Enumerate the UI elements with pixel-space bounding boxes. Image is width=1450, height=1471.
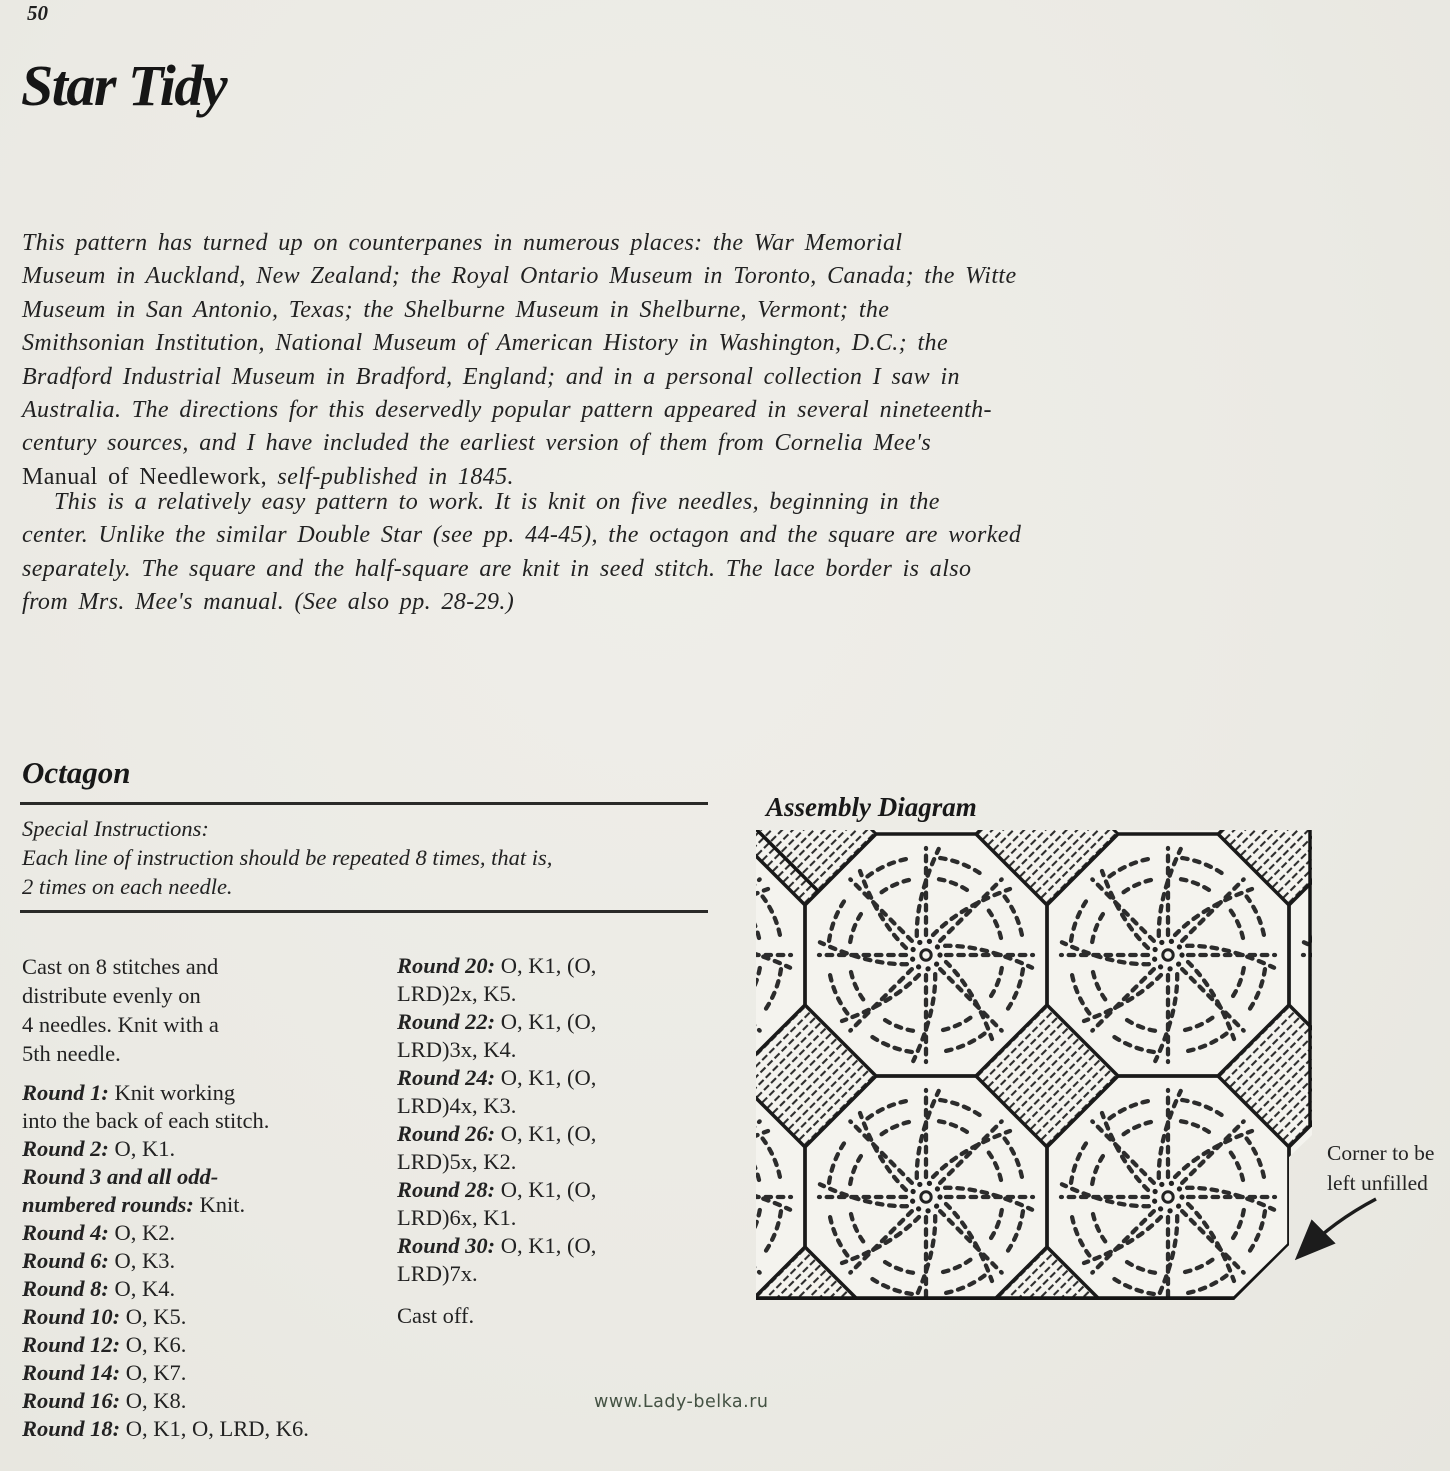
- round-line: Round 8: O, K4.: [22, 1276, 176, 1301]
- special-instructions-label: Special Instructions:: [22, 816, 209, 841]
- round-line: Round 14: O, K7.: [22, 1360, 187, 1385]
- text-line: Each line of instruction should be repeated 8 times, that is,: [22, 845, 553, 870]
- round-line: LRD)4x, K3.: [397, 1093, 517, 1118]
- instructions-column-right: [397, 952, 707, 1330]
- site-watermark: www.Lady-belka.ru: [594, 1392, 769, 1412]
- text-line: Smithsonian Institution, National Museum of American History in Washington, D.C.; the: [22, 330, 948, 357]
- diagram-tiling: [756, 827, 1314, 1305]
- text-line: Cast on 8 stitches and: [22, 954, 219, 979]
- corner-arrow-icon: [1284, 1193, 1394, 1271]
- round-line: Round 28: O, K1, (O,: [397, 1177, 597, 1202]
- instructions-column-left: [22, 952, 387, 1443]
- text-segment: self-published in 1845.: [267, 463, 514, 490]
- round-line: Round 22: O, K1, (O,: [397, 1009, 597, 1034]
- text-line: Bradford Industrial Museum in Bradford, England; and in a personal collection I saw in: [22, 363, 960, 390]
- round-line: LRD)7x.: [397, 1261, 478, 1286]
- cast-on-block: [22, 952, 387, 1068]
- intro-paragraph-1: [22, 227, 1017, 494]
- round-line: into the back of each stitch.: [22, 1108, 270, 1133]
- text-line: 2 times on each needle.: [22, 874, 233, 899]
- round-line: Round 20: O, K1, (O,: [397, 953, 597, 978]
- page-number: 50: [27, 1, 48, 25]
- assembly-diagram-heading: Assembly Diagram: [766, 792, 977, 822]
- round-line: LRD)5x, K2.: [397, 1149, 517, 1174]
- text-line: Museum in Auckland, New Zealand; the Royal Ontario Museum in Toronto, Canada; the Witte: [22, 263, 1017, 290]
- text-line: Museum in San Antonio, Texas; the Shelburne Museum in Shelburne, Vermont; the: [22, 296, 890, 323]
- round-line: Round 4: O, K2.: [22, 1220, 176, 1245]
- round-line: LRD)2x, K5.: [397, 981, 517, 1006]
- round-line: Round 10: O, K5.: [22, 1304, 187, 1329]
- text-line: from Mrs. Mee's manual. (See also pp. 28-29.): [22, 589, 515, 616]
- horizontal-rule: [20, 910, 708, 913]
- page-title: Star Tidy: [21, 53, 227, 118]
- round-line: Round 12: O, K6.: [22, 1332, 187, 1357]
- text-line: 4 needles. Knit with a: [22, 1012, 219, 1037]
- assembly-diagram-figure: [756, 827, 1314, 1305]
- round-line: Round 18: O, K1, O, LRD, K6.: [22, 1416, 309, 1441]
- round-line: Round 24: O, K1, (O,: [397, 1065, 597, 1090]
- round-line: LRD)6x, K1.: [397, 1205, 517, 1230]
- book-title-roman: Manual of Needlework,: [22, 463, 267, 490]
- round-line: Round 26: O, K1, (O,: [397, 1121, 597, 1146]
- text-line: center. Unlike the similar Double Star (see pp. 44-45), the octagon and the square are worked: [22, 522, 1022, 549]
- round-line: numbered rounds: Knit.: [22, 1192, 246, 1217]
- round-line: Round 6: O, K3.: [22, 1248, 176, 1273]
- text-line: separately. The square and the half-square are knit in seed stitch. The lace border is also: [22, 555, 972, 582]
- intro-paragraph-2: [22, 486, 1021, 620]
- text-line: 5th needle.: [22, 1041, 121, 1066]
- text-line: distribute evenly on: [22, 983, 201, 1008]
- annotation-line: Corner to be: [1327, 1141, 1435, 1165]
- text-line: century sources, and I have included the earliest version of them from Cornelia Mee's: [22, 430, 932, 457]
- corner-annotation: [1327, 1138, 1434, 1198]
- rounds-list: [22, 1079, 387, 1443]
- round-line: Round 2: O, K1.: [22, 1136, 176, 1161]
- round-line: Round 3 and all odd-: [22, 1164, 219, 1189]
- round-line: LRD)3x, K4.: [397, 1037, 517, 1062]
- text-line: Australia. The directions for this deservedly popular pattern appeared in several nineteenth-: [22, 397, 992, 424]
- round-line: Round 30: O, K1, (O,: [397, 1233, 597, 1258]
- round-line: Round 16: O, K8.: [22, 1388, 187, 1413]
- horizontal-rule: [20, 802, 708, 805]
- special-instructions: [22, 814, 552, 901]
- cast-off-line: Cast off.: [397, 1303, 475, 1328]
- text-line: This pattern has turned up on counterpanes in numerous places: the War Memorial: [22, 230, 903, 256]
- round-line: Round 1: Knit working: [22, 1080, 236, 1105]
- section-heading-octagon: Octagon: [22, 755, 131, 790]
- annotation-line: left unfilled: [1327, 1171, 1428, 1195]
- rounds-list: [397, 952, 707, 1288]
- text-line: This is a relatively easy pattern to work. It is knit on five needles, beginning in the: [54, 489, 940, 515]
